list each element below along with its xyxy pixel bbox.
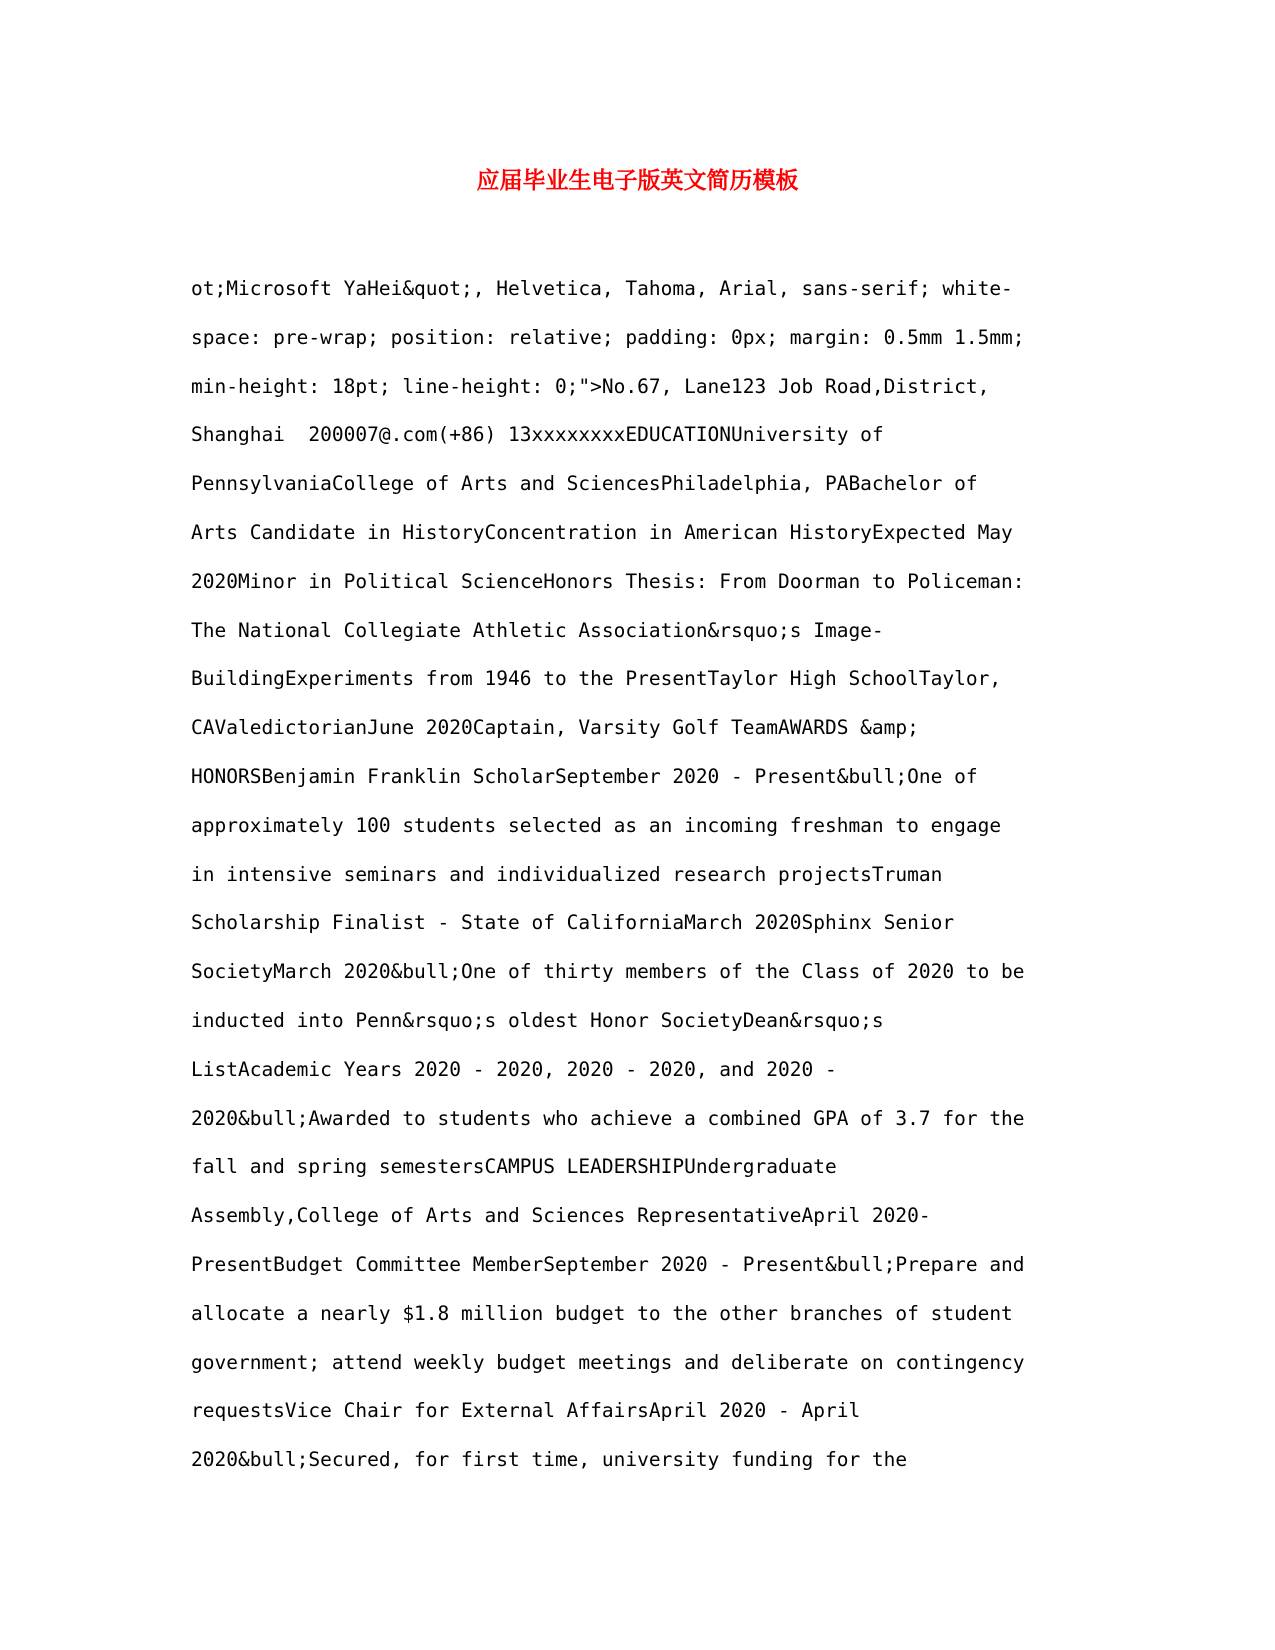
body-line: min-height: 18pt; line-height: 0;">No.67, Lane123 Job Road,District,	[191, 374, 990, 398]
body-line: fall and spring semestersCAMPUS LEADERSHIPUndergraduate	[191, 1155, 837, 1179]
document-body	[191, 265, 1091, 1485]
body-line: PresentBudget Committee MemberSeptember 2020 - Present&bull;Prepare and	[191, 1252, 1025, 1276]
body-line: space: pre-wrap; position: relative; padding: 0px; margin: 0.5mm 1.5mm;	[191, 325, 1025, 349]
body-line: BuildingExperiments from 1946 to the PresentTaylor High SchoolTaylor,	[191, 667, 1002, 691]
body-line: 2020&bull;Secured, for first time, university funding for the	[191, 1448, 908, 1472]
body-line: requestsVice Chair for External AffairsApril 2020 - April	[191, 1399, 861, 1423]
body-line: allocate a nearly $1.8 million budget to the other branches of student	[191, 1301, 1013, 1325]
body-line: The National Collegiate Athletic Association&rsquo;s Image-	[191, 618, 884, 642]
body-line: 2020Minor in Political ScienceHonors Thesis: From Doorman to Policeman:	[191, 569, 1025, 593]
body-line: inducted into Penn&rsquo;s oldest Honor SocietyDean&rsquo;s	[191, 1008, 884, 1032]
body-line: Arts Candidate in HistoryConcentration in American HistoryExpected May	[191, 520, 1013, 544]
body-line: Scholarship Finalist - State of CaliforniaMarch 2020Sphinx Senior	[191, 911, 955, 935]
body-line: government; attend weekly budget meetings and deliberate on contingency	[191, 1350, 1025, 1374]
body-line: approximately 100 students selected as an incoming freshman to engage	[191, 813, 1002, 837]
body-line: Shanghai 200007@.com(+86) 13xxxxxxxxEDUCATIONUniversity of	[191, 423, 884, 447]
body-line: SocietyMarch 2020&bull;One of thirty members of the Class of 2020 to be	[191, 960, 1025, 984]
body-line: CAValedictorianJune 2020Captain, Varsity Golf TeamAWARDS &amp;	[191, 716, 919, 740]
body-line: ot;Microsoft YaHei&quot;, Helvetica, Tahoma, Arial, sans-serif; white-	[191, 277, 1013, 300]
document-title: 应届毕业生电子版英文简历模板	[476, 168, 799, 194]
body-line: HONORSBenjamin Franklin ScholarSeptember 2020 - Present&bull;One of	[191, 764, 978, 788]
body-line: in intensive seminars and individualized research projectsTruman	[191, 862, 943, 886]
body-line: Assembly,College of Arts and Sciences RepresentativeApril 2020-	[191, 1204, 931, 1228]
body-line: 2020&bull;Awarded to students who achieve a combined GPA of 3.7 for the	[191, 1106, 1025, 1130]
body-line: ListAcademic Years 2020 - 2020, 2020 - 2020, and 2020 -	[191, 1057, 837, 1081]
body-line: PennsylvaniaCollege of Arts and SciencesPhiladelphia, PABachelor of	[191, 472, 978, 496]
